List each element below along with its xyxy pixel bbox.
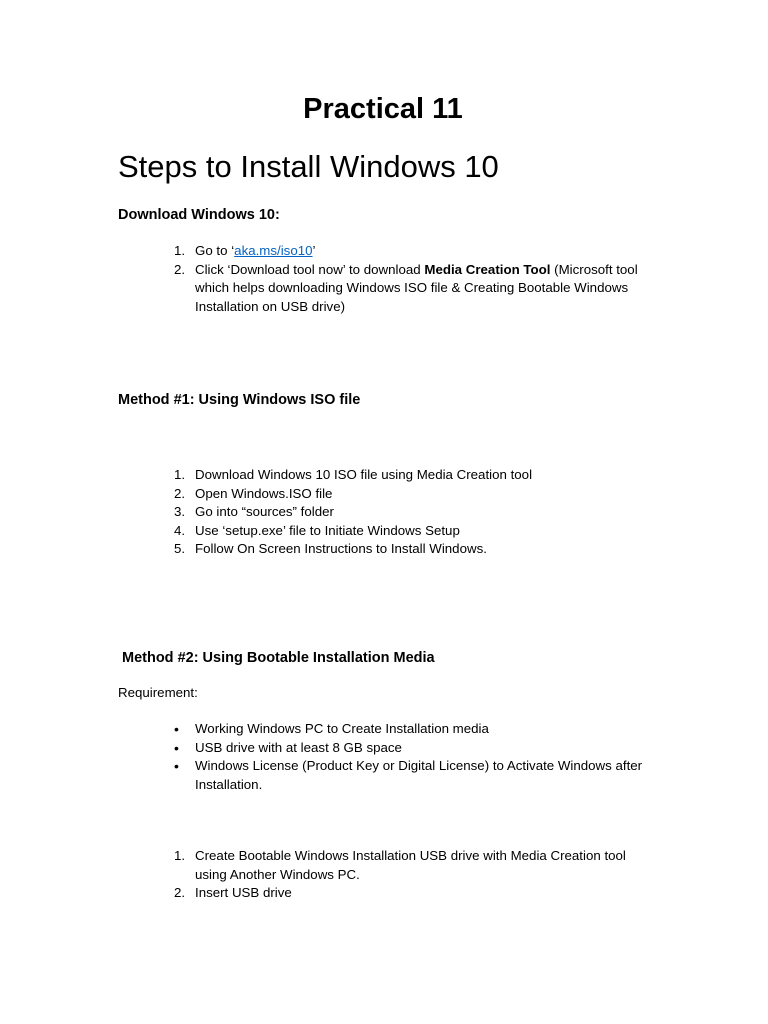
- step-text-suffix: (Microsoft tool which helps downloading Windows ISO file & Creating Bootable Windows Installation on USB drive): [195, 261, 638, 314]
- requirement-text: USB drive with at least 8 GB space: [195, 739, 402, 755]
- list-marker: 5.: [174, 541, 186, 557]
- method2-steps-list: [174, 847, 654, 903]
- list-item: [174, 485, 654, 504]
- list-item: [174, 739, 654, 758]
- list-item: [174, 847, 654, 884]
- list-marker: 1.: [174, 243, 186, 258]
- bullet-marker: •: [174, 739, 179, 756]
- step-text: Go to ‘: [195, 243, 235, 258]
- media-creation-tool-bold: Media Creation Tool: [424, 261, 551, 277]
- bullet-marker: •: [174, 758, 179, 775]
- list-item: [174, 757, 654, 794]
- bullet-marker: •: [174, 721, 179, 737]
- requirements-list: [174, 720, 654, 794]
- list-item: [174, 884, 654, 903]
- method1-heading: Method #1: Using Windows ISO file: [118, 392, 361, 408]
- method1-steps-list: [174, 466, 654, 559]
- download-steps-list: [174, 242, 654, 316]
- list-item: [174, 522, 654, 541]
- list-marker: 4.: [174, 522, 186, 538]
- page-subtitle: Steps to Install Windows 10: [118, 149, 499, 184]
- list-item: [174, 540, 654, 559]
- requirement-label: Requirement:: [118, 685, 198, 700]
- list-marker: 3.: [174, 504, 186, 520]
- step-text: Download Windows 10 ISO file using Media Creation tool: [195, 467, 533, 482]
- list-marker: 1.: [174, 467, 186, 482]
- list-item: [174, 720, 654, 739]
- requirement-text: Working Windows PC to Create Installation media: [195, 721, 489, 736]
- step-text: Go into “sources” folder: [195, 504, 334, 520]
- step-text: Insert USB drive: [195, 885, 292, 901]
- download-heading: Download Windows 10:: [118, 207, 280, 223]
- list-marker: 2.: [174, 485, 186, 501]
- requirement-text: Windows License (Product Key or Digital License) to Activate Windows after Installation.: [195, 758, 643, 792]
- step-text: Create Bootable Windows Installation USB drive with Media Creation tool using Another Windows PC.: [195, 848, 626, 882]
- iso-download-link[interactable]: aka.ms/iso10: [234, 243, 313, 258]
- step-text-suffix: ’: [312, 243, 316, 258]
- step-text: Use ‘setup.exe’ file to Initiate Windows Setup: [195, 522, 460, 538]
- list-item: [174, 466, 654, 485]
- method2-heading: Method #2: Using Bootable Installation Media: [122, 650, 435, 666]
- list-marker: 1.: [174, 848, 186, 863]
- list-marker: 2.: [174, 885, 186, 901]
- list-item: [174, 242, 654, 261]
- page-title: Practical 11: [303, 93, 463, 125]
- step-text: Open Windows.ISO file: [195, 485, 333, 501]
- list-item: [174, 503, 654, 522]
- step-text: Click ‘Download tool now’ to download: [195, 261, 425, 277]
- list-item: [174, 261, 654, 317]
- list-marker: 2.: [174, 261, 186, 277]
- step-text: Follow On Screen Instructions to Install Windows.: [195, 541, 487, 557]
